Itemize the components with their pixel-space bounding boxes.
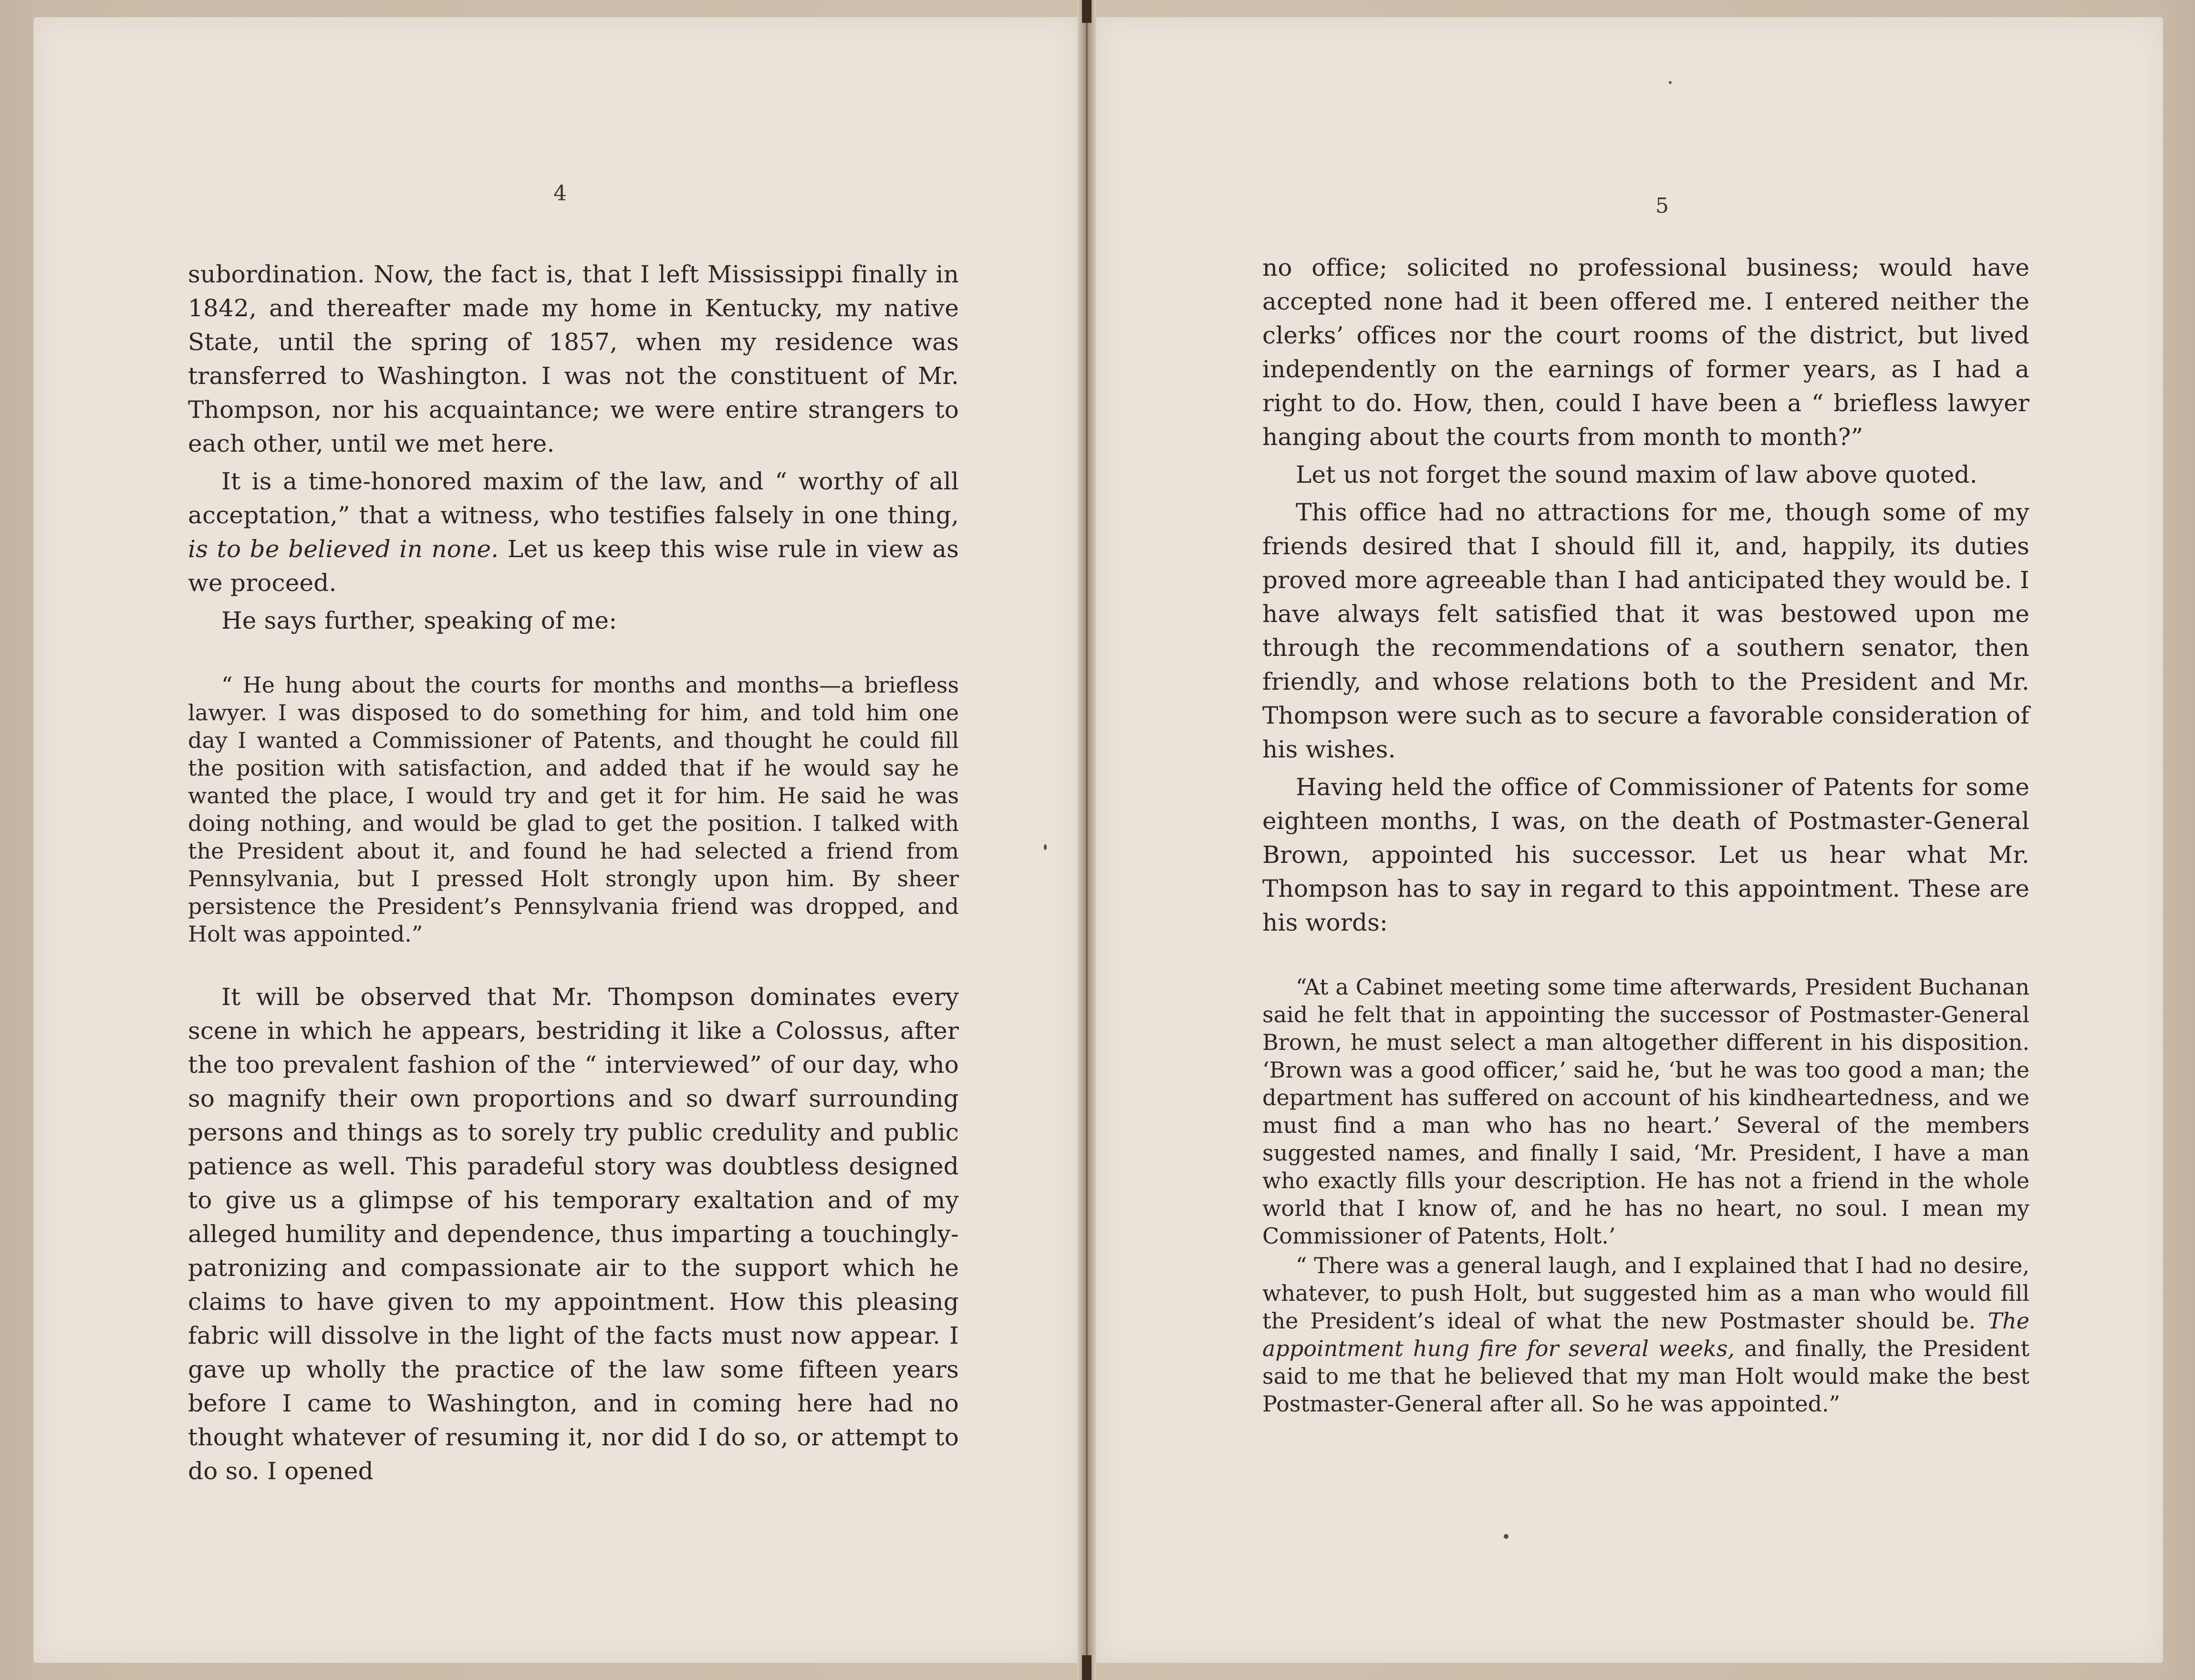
right-paragraph-3: This office had no attractions for me, though some of my friends desired that I should fill it, and, happily, its duties proved more agreeable than I had anticipated they would be. I have always felt satisfied that it was bestowed upon me through the recommendations of a southern senator, then friendly, and whose relations both to the President and Mr. Thompson were such as to secure a favorable consideration of his wishes.: [1262, 498, 2029, 763]
book-gutter: [1077, 0, 1096, 1680]
right-paragraph-2: Let us not forget the sound maxim of law above quoted.: [1296, 461, 1977, 488]
right-paragraph-1: no office; solicited no professional business; would have accepted none had it been offered me. I entered neither the clerks’ offices nor the court rooms of the district, but lived independently on the earnings of former years, as I had a right to do. How, then, could I have been a “ briefless lawyer hanging about the courts from month to month?”: [1262, 254, 2029, 451]
paper-speck: [1044, 844, 1047, 850]
page-number-left: 4: [553, 181, 567, 206]
spine-mark-bottom: [1082, 1655, 1092, 1680]
left-paragraph-1: subordination. Now, the fact is, that I left Mississippi finally in 1842, and thereafter made my home in Kentucky, my native State, until the spring of 1857, when my residence was transferred to Washington. I was not the constituent of Mr. Thompson, nor his acquaintance; we were entire strangers to each other, until we met here.: [188, 260, 959, 457]
left-quotation: “ He hung about the courts for months and months—a briefless lawyer. I was disposed to do something for him, and told him one day I wanted a Commissioner of Patents, and thought he could fill the position with satisfaction, and added that if he would say he wanted the place, I would try and get it for him. He said he was doing nothing, and would be glad to get the position. I talked with the President about it, and found he had selected a friend from Pennsylvania, but I pressed Holt strongly upon him. By sheer persistence the President’s Pennsylvania friend was dropped, and Holt was appointed.”: [188, 672, 959, 947]
spine-mark-top: [1082, 0, 1092, 23]
left-paragraph-4: It will be observed that Mr. Thompson dominates every scene in which he appears, bestriding it like a Colossus, after the too prevalent fashion of the “ interviewed” of our day, who so magnify their own proportions and so dwarf surrounding persons and things as to sorely try public credulity and public patience as well. This paradeful story was doubtless designed to give us a glimpse of his temporary exaltation and of my alleged humility and dependence, thus imparting a touchingly-patronizing and compassionate air to the support which he claims to have given to my appointment. How this pleasing fabric will dissolve in the light of the facts must now appear. I gave up wholly the practice of the law some fifteen years before I came to Washington, and in coming here had no thought whatever of resuming it, nor did I do so, or attempt to do so. I opened: [188, 983, 959, 1485]
left-text-column: [188, 258, 959, 1488]
right-quotation-block: [1262, 973, 2029, 1418]
right-quotation-2-end: and finally, the President said to me that he believed that my man Holt would make the best Postmaster-General after all. So he was appointed.”: [1262, 1336, 2029, 1417]
right-quotation-1: “At a Cabinet meeting some time afterwards, President Buchanan said he felt that in appointing the successor of Postmaster-General Brown, he must select a man altogether different in his disposition. ‘Brown was a good officer,’ said he, ‘but he was too good a man; the department has suffered on account of his kindheartedness, and we must find a man who has no heart.’ Several of the members suggested names, and finally I said, ‘Mr. President, I have a man who exactly fills your description. He has not a friend in the whole world that I know of, and he has no heart, no soul. I mean my Commissioner of Patents, Holt.’: [1262, 974, 2029, 1249]
left-paragraph-3: He says further, speaking of me:: [221, 607, 617, 634]
paper-speck: [1669, 81, 1672, 84]
left-paragraph-2-end: Let us keep this wise rule in view as we proceed.: [188, 535, 959, 597]
right-text-column: [1262, 251, 2029, 1450]
page-number-right: 5: [1655, 194, 1669, 218]
left-quotation-block: [188, 671, 959, 948]
right-quotation-2-start: “ There was a general laugh, and I explained that I had no desire, whatever, to push Holt, but suggested him as a man who would fill the President’s ideal of what the new Postmaster should be.: [1262, 1253, 2029, 1334]
right-page: [1096, 17, 2163, 1663]
paper-speck: [1504, 1534, 1508, 1539]
right-quotation-2: [1262, 1252, 2029, 1418]
left-paragraph-2-italic: is to be believed in none.: [188, 535, 499, 563]
left-paragraph-2-start: It is a time-honored maxim of the law, and “ worthy of all acceptation,” that a witness, who testifies falsely in one thing,: [188, 467, 959, 529]
left-paragraph-2: [188, 465, 959, 600]
left-page: [33, 17, 1077, 1663]
right-paragraph-4: Having held the office of Commissioner of Patents for some eighteen months, I was, on the death of Postmaster-General Brown, appointed his successor. Let us hear what Mr. Thompson has to say in regard to this appointment. These are his words:: [1262, 773, 2029, 936]
right-quotation-2-italic: The appointment hung fire for several weeks,: [1262, 1308, 2029, 1361]
